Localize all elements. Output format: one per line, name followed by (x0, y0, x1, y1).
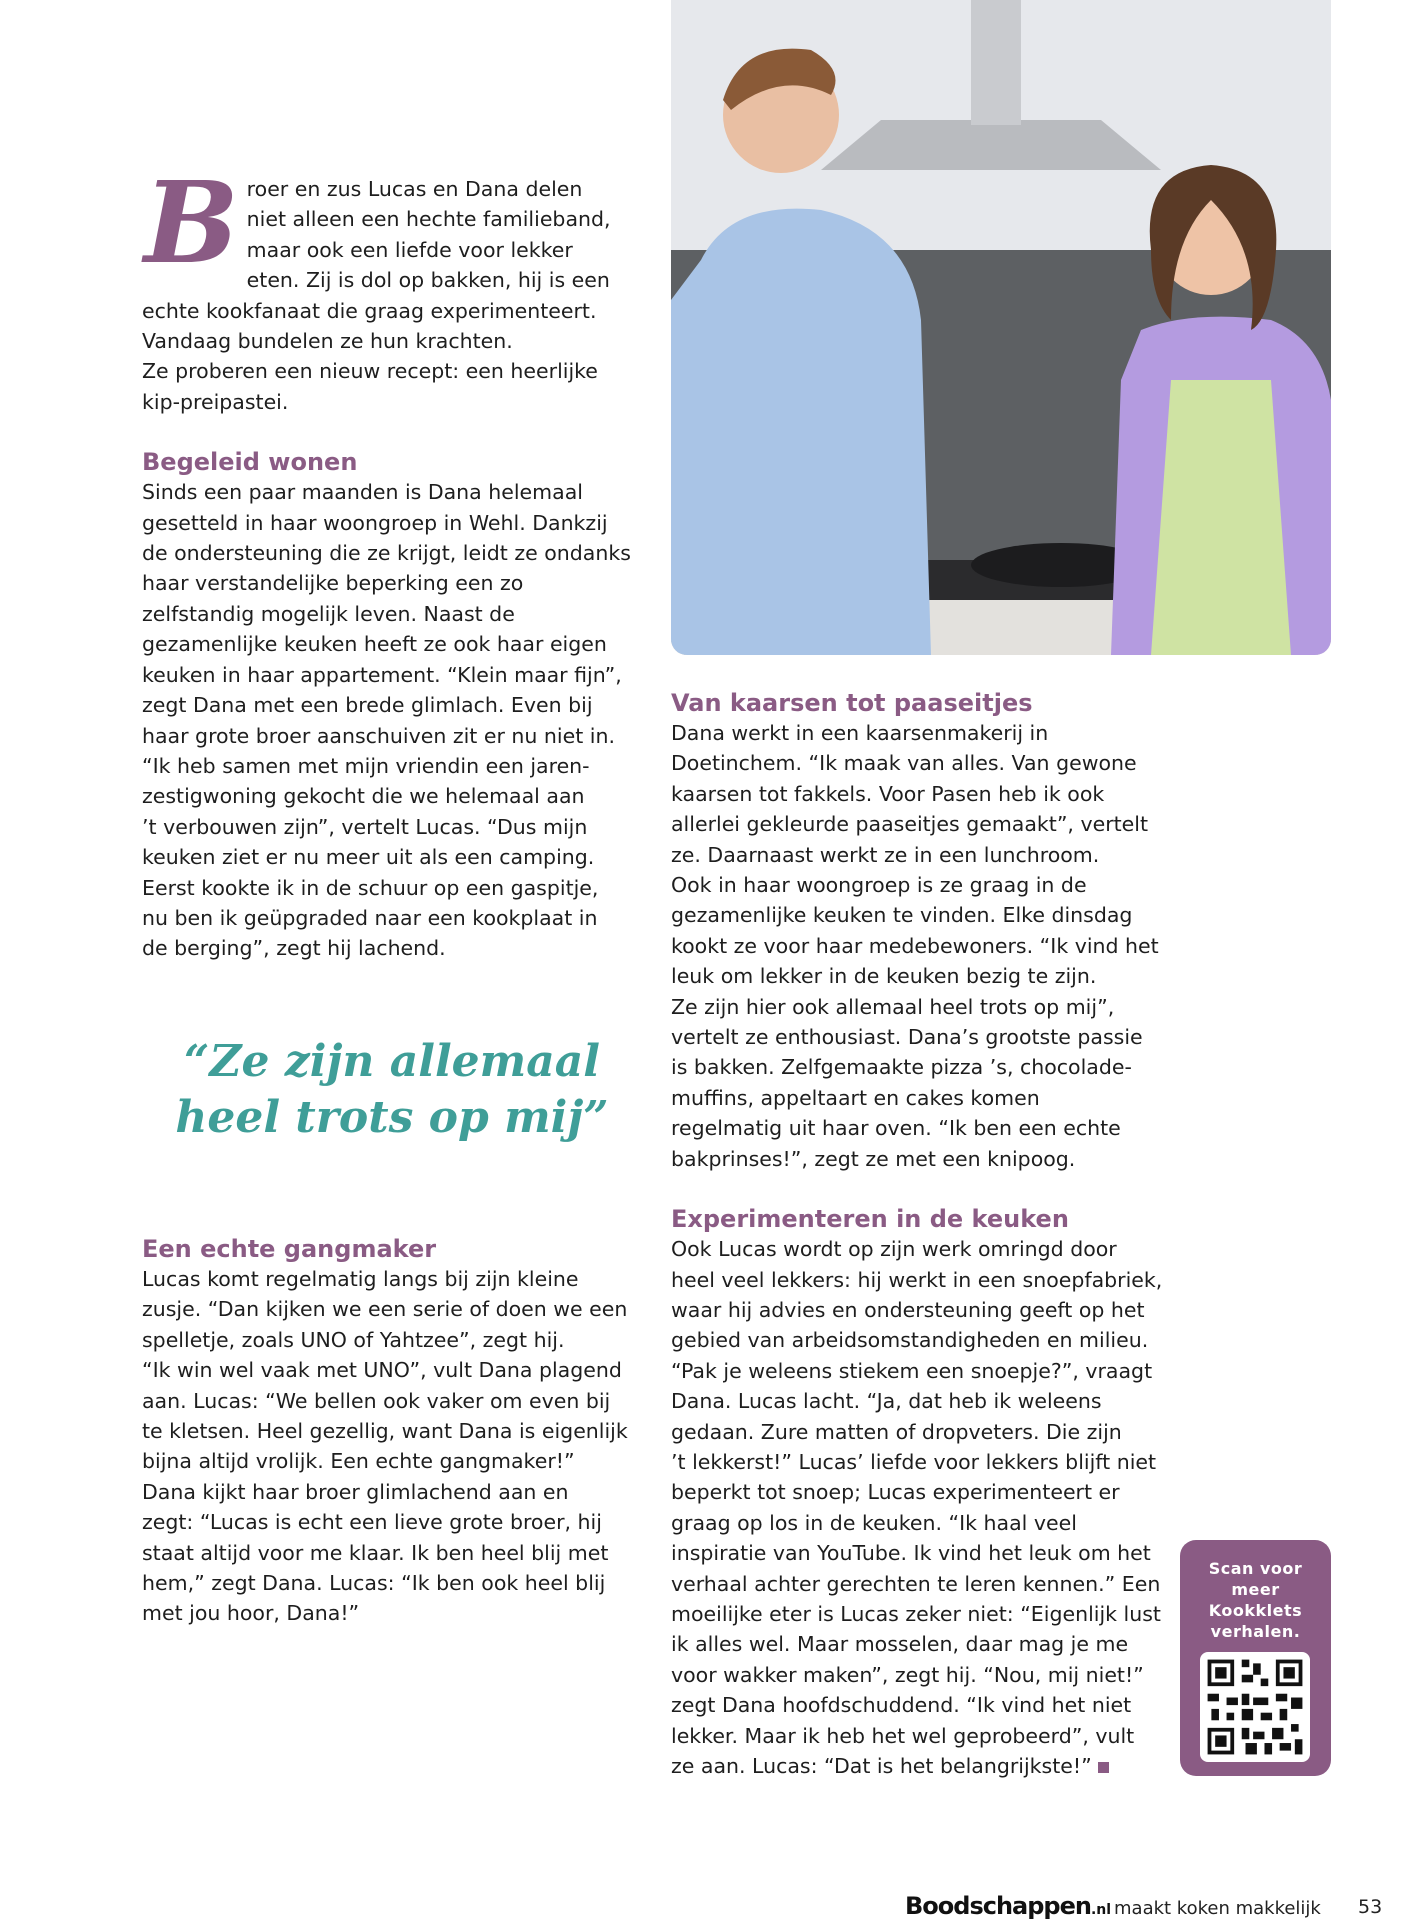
text-line: zestigwoning gekocht die we helemaal aan (142, 784, 585, 809)
text-line: roer en zus Lucas en Dana delen (246, 177, 583, 201)
left-column (142, 158, 642, 964)
end-mark-icon (1098, 1762, 1109, 1773)
scan-text-line: Scan voor (1208, 1559, 1303, 1578)
text-line: zegt Dana met een brede glimlach. Even bij (142, 693, 593, 718)
text-line: ze. Daarnaast werkt ze in een lunchroom. (671, 842, 1100, 867)
text-line: keuken in haar appartement. “Klein maar fijn”, (142, 662, 622, 687)
text-line: vertelt ze enthousiast. Dana’s grootste passie (671, 1025, 1143, 1050)
text-line: kip-preipastei. (142, 389, 289, 414)
drop-cap: B (144, 158, 239, 289)
section-body (142, 1264, 642, 1629)
section-body (142, 477, 642, 964)
scan-text-line: meer (1231, 1580, 1280, 1599)
text-line: verhaal achter gerechten te leren kennen.” Een (671, 1571, 1161, 1596)
scan-qr-box[interactable] (1180, 1540, 1331, 1776)
text-line: Dana. Lucas lacht. “Ja, dat heb ik weleens (671, 1389, 1102, 1414)
brand-logo (905, 1892, 1111, 1918)
text-line: ik alles wel. Maar mosselen, daar mag je me (671, 1632, 1129, 1657)
text-line: zusje. “Dan kijken we een serie of doen we een (142, 1297, 628, 1322)
section-heading: Van kaarsen tot paaseitjes (671, 689, 1033, 717)
pull-quote (142, 1034, 642, 1146)
text-line: niet alleen een hechte familieband, (246, 207, 611, 232)
text-line: is bakken. Zelfgemaakte pizza ’s, chocolade- (671, 1055, 1132, 1080)
kitchen-photo (671, 0, 1331, 655)
intro-paragraph (142, 158, 642, 417)
text-line: muffins, appeltaart en cakes komen (671, 1085, 1040, 1110)
text-line: eten. Zij is dol op bakken, hij is een (246, 268, 610, 293)
text-line: spelletje, zoals UNO of Yahtzee”, zegt hij. (142, 1327, 565, 1352)
text-line: zegt Dana hoofdschuddend. “Ik vind het niet (671, 1693, 1132, 1718)
text-line: keuken ziet er nu meer uit als een camping. (142, 845, 595, 870)
text-line: Dana kijkt haar broer glimlachend aan en (142, 1479, 569, 1504)
text-line: zelfstandig mogelijk leven. Naast de (142, 601, 515, 626)
scan-text (1180, 1558, 1331, 1642)
brand-suffix: .nl (1090, 1902, 1112, 1918)
page-number: 53 (1358, 1896, 1383, 1918)
text-line: gedaan. Zure matten of dropveters. Die zijn (671, 1419, 1122, 1444)
text-line: “Ik win wel vaak met UNO”, vult Dana plagend (142, 1358, 622, 1383)
section-body (671, 718, 1171, 1174)
text-line: Ze zijn hier ook allemaal heel trots op mij”, (671, 994, 1115, 1019)
text-line: regelmatig uit haar oven. “Ik ben een echte (671, 1116, 1121, 1141)
text-line: bakprinses!”, zegt ze met een knipoog. (671, 1146, 1076, 1171)
text-line: de ondersteuning die ze krijgt, leidt ze ondanks (142, 541, 631, 566)
text-line: beperkt tot snoep; Lucas experimenteert er (671, 1480, 1120, 1505)
text-line: leuk om lekker in de keuken bezig te zijn. (671, 964, 1097, 989)
text-line: staat altijd voor me klaar. Ik ben heel blij met (142, 1540, 609, 1565)
text-line: bijna altijd vrolijk. Een echte gangmaker!” (142, 1449, 575, 1474)
text-line: Sinds een paar maanden is Dana helemaal (142, 480, 583, 505)
pull-quote-line: heel trots op mij” (175, 1092, 609, 1143)
text-line: de berging”, zegt hij lachend. (142, 936, 446, 961)
text-line: ’t lekkerst!” Lucas’ liefde voor lekkers blijft niet (671, 1449, 1157, 1474)
text-line: inspiratie van YouTube. Ik vind het leuk om het (671, 1541, 1151, 1566)
text-line: moeilijke eter is Lucas zeker niet: “Eigenlijk lust (671, 1601, 1161, 1626)
text-line: Doetinchem. “Ik maak van alles. Van gewone (671, 751, 1137, 776)
text-line: hem,” zegt Dana. Lucas: “Ik ben ook heel blij (142, 1571, 606, 1596)
text-line: heel veel lekkers: hij werkt in een snoepfabriek, (671, 1267, 1163, 1292)
text-line: gezamenlijke keuken te vinden. Elke dinsdag (671, 903, 1133, 928)
text-line: graag op los in de keuken. “Ik haal veel (671, 1510, 1077, 1535)
left-column-lower (142, 1234, 642, 1629)
section-heading: Experimenteren in de keuken (671, 1205, 1069, 1234)
text-line: te kletsen. Heel gezellig, want Dana is eigenlijk (142, 1419, 628, 1444)
text-line: met jou hoor, Dana!” (142, 1601, 360, 1626)
section-heading: Een echte gangmaker (142, 1235, 437, 1263)
text-line: gesetteld in haar woongroep in Wehl. Dankzij (142, 510, 608, 535)
text-line (671, 1751, 1171, 1781)
text-line: Ze proberen een nieuw recept: een heerlijke (142, 359, 598, 384)
text-line: Vandaag bundelen ze hun krachten. (142, 329, 513, 354)
photo-illustration (671, 0, 1331, 655)
text-line: aan. Lucas: “We bellen ook vaker om even bij (142, 1388, 611, 1413)
text-line: lekker. Maar ik heb het wel geprobeerd”, vult (671, 1723, 1135, 1748)
text-line-content: ze aan. Lucas: “Dat is het belangrijkste!” (671, 1754, 1092, 1778)
text-line: haar verstandelijke beperking een zo (142, 571, 524, 596)
text-line: Dana werkt in een kaarsenmakerij in (671, 721, 1049, 745)
text-line: gebied van arbeidsomstandigheden en milieu. (671, 1328, 1149, 1353)
right-column (671, 688, 1171, 1781)
scan-text-line: verhalen. (1210, 1622, 1301, 1641)
text-line: kaarsen tot fakkels. Voor Pasen heb ik ook (671, 781, 1105, 806)
text-line: Ook Lucas wordt op zijn werk omringd door (671, 1237, 1117, 1262)
text-line: Ook in haar woongroep is ze graag in de (671, 873, 1087, 898)
scan-text-line: Kookklets (1208, 1601, 1303, 1620)
qr-code-graphic (1200, 1652, 1310, 1762)
pull-quote-line: “Ze zijn allemaal (184, 1036, 600, 1087)
section-heading: Begeleid wonen (142, 448, 358, 477)
text-line: kookt ze voor haar medebewoners. “Ik vind het (671, 933, 1159, 958)
brand-name: Boodschappen (905, 1892, 1091, 1920)
text-line: Lucas komt regelmatig langs bij zijn kleine (142, 1267, 579, 1291)
text-line: haar grote broer aanschuiven zit er nu niet in. (142, 723, 615, 748)
text-line: maar ook een liefde voor lekker (246, 237, 573, 262)
text-line: zegt: “Lucas is echt een lieve grote broer, hij (142, 1510, 602, 1535)
text-line: echte kookfanaat die graag experimenteert. (142, 298, 597, 323)
text-line: Eerst kookte ik in de schuur op een gaspitje, (142, 875, 599, 900)
text-line: waar hij advies en ondersteuning geeft op het (671, 1297, 1145, 1322)
text-line: voor wakker maken”, zegt hij. “Nou, mij niet!” (671, 1662, 1144, 1687)
section-body (671, 1234, 1171, 1781)
brand-tagline: maakt koken makkelijk (1114, 1898, 1321, 1919)
text-line: “Pak je weleens stiekem een snoepje?”, vraagt (671, 1358, 1153, 1383)
text-line: gezamenlijke keuken heeft ze ook haar eigen (142, 632, 607, 657)
text-line: “Ik heb samen met mijn vriendin een jaren- (142, 753, 590, 778)
text-line: ’t verbouwen zijn”, vertelt Lucas. “Dus mijn (142, 814, 588, 839)
text-line: allerlei gekleurde paaseitjes gemaakt”, vertelt (671, 812, 1149, 837)
qr-code-icon[interactable] (1200, 1652, 1310, 1762)
text-line: nu ben ik geüpgraded naar een kookplaat in (142, 905, 598, 930)
